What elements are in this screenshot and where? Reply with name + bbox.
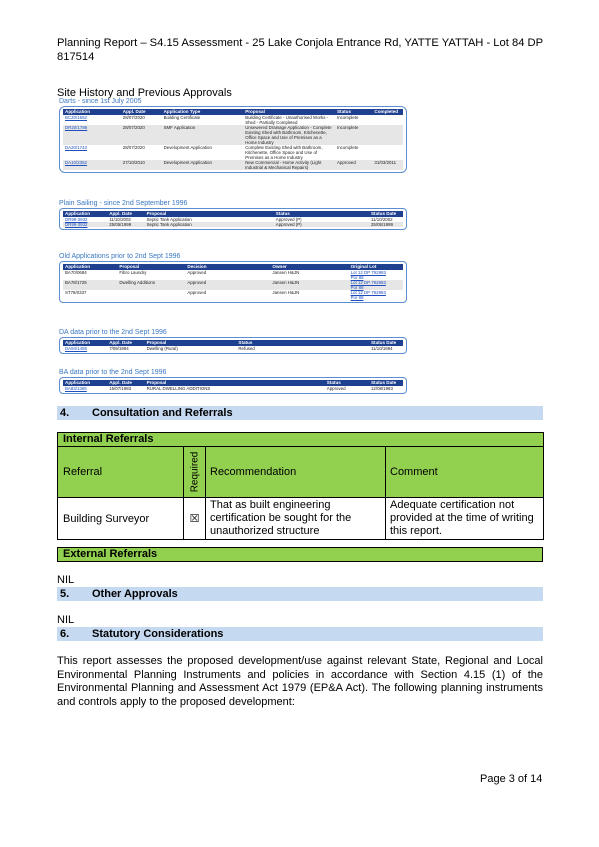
- plain-sailing-cell: Septic Tank Application: [145, 222, 274, 227]
- ba-data-col-header: Status Date: [369, 380, 403, 386]
- old-apps-cell: Jansen H&JN: [272, 270, 300, 275]
- da-data-col-header: Status Date: [369, 340, 403, 346]
- referral-cell: Building Surveyor: [58, 498, 184, 540]
- plain-sailing-title: Plain Sailing - since 2nd September 1996: [59, 200, 188, 207]
- da-data-row: [63, 346, 403, 351]
- plain-sailing-cell: 25/05/1999: [107, 222, 144, 227]
- internal-referrals-table: [57, 432, 544, 540]
- section-6-heading: [57, 627, 543, 641]
- da-data-body: [63, 346, 403, 351]
- darts-cell: 31/03/2011: [372, 160, 403, 170]
- da-data-cell: Refused: [238, 346, 255, 351]
- application-link[interactable]: DR99-3932: [65, 222, 88, 227]
- da-data-table: [63, 340, 403, 351]
- da-data-cell: 11/10/1994: [370, 346, 393, 351]
- ba-data-cell: 12/08/1983: [370, 386, 393, 391]
- darts-row: [63, 160, 403, 170]
- old-applications-block: [59, 252, 407, 303]
- ba-data-cell: RURAL DWELLING ADDITIONS: [146, 386, 211, 391]
- darts-cell: Incomplete: [335, 125, 372, 145]
- required-header-text: Required: [189, 451, 200, 493]
- old-apps-row: [63, 280, 403, 290]
- ba-data-table: [63, 380, 403, 391]
- old-apps-col-header: Decision: [185, 264, 270, 270]
- plain-sailing-body: [63, 217, 403, 227]
- section-4-heading: [57, 406, 543, 420]
- application-link[interactable]: DA94/1455: [65, 346, 87, 351]
- ba-data-row: [63, 386, 403, 391]
- external-referrals-title: External Referrals: [57, 547, 543, 562]
- darts-row: [63, 145, 403, 160]
- darts-cell: 28/07/2020: [122, 145, 145, 150]
- old-apps-cell: BA78/1725: [63, 280, 117, 290]
- original-lot-link[interactable]: Por 88: [350, 275, 364, 280]
- comment-header: Comment: [386, 447, 544, 498]
- original-lot-link[interactable]: Lot 12 DP 792993: [350, 290, 386, 295]
- application-link[interactable]: BC20/1652: [65, 115, 87, 120]
- plain-sailing-col-header: Application: [63, 211, 107, 217]
- darts-cell: Incomplete: [336, 145, 359, 150]
- darts-cell: 28/07/2020: [122, 115, 145, 120]
- old-apps-cell: Approved: [187, 270, 207, 275]
- section-4-title: Consultation and Referrals: [92, 407, 233, 419]
- ba-data-title: BA data prior to the 2nd Sept 1996: [59, 369, 167, 376]
- statutory-paragraph: This report assesses the proposed development/use against relevant State, Regional and Local Environmental Planning Instruments and policies in accordance with Section 4.15 (1) of the Environmental Planning and Assessment Act 1979 (EP&A Act). The following planning instruments and controls apply to the proposed development:: [57, 655, 543, 708]
- section-5-title: Other Approvals: [92, 588, 178, 600]
- old-applications-title: Old Applications prior to 2nd Sept 1996: [59, 253, 181, 260]
- ba-data-cell: 15/07/1983: [109, 386, 132, 391]
- old-apps-row: [63, 290, 403, 300]
- da-data-cell: [63, 346, 107, 351]
- old-applications-table: [63, 264, 403, 300]
- plain-sailing-col-header: Status: [274, 211, 369, 217]
- old-apps-cell: BA70/0684: [65, 270, 87, 275]
- darts-cell: Unsewered Drainage Application - Complete Existing Shed with Bathroom, Kitchenette, Office Space and Use of Premises as a Home Industry: [243, 125, 335, 145]
- da-data-col-header: Application: [63, 340, 107, 346]
- page-number: Page 3 of 14: [480, 773, 543, 785]
- original-lot-link[interactable]: Lot 12 DP 792993: [350, 270, 386, 275]
- plain-sailing-table: [63, 211, 403, 227]
- recommendation-cell: That as built engineering certification be sought for the unauthorized structure: [206, 498, 386, 540]
- plain-sailing-col-header: Proposal: [145, 211, 274, 217]
- da-data-cell: 7/09/1994: [109, 346, 129, 351]
- darts-cell: Development Application: [163, 145, 212, 150]
- da-data-block: [59, 328, 407, 354]
- darts-block: [59, 97, 407, 173]
- application-link[interactable]: BA83/1365: [65, 386, 87, 391]
- external-referrals-value: NIL: [57, 574, 75, 586]
- plain-sailing-row: [63, 222, 403, 227]
- darts-cell: [372, 145, 403, 160]
- application-link[interactable]: DR20/1786: [65, 125, 88, 130]
- darts-cell: Approved: [335, 160, 372, 170]
- ba-data-cell: Approved: [326, 386, 346, 391]
- darts-table: [63, 109, 403, 170]
- site-history-heading: Site History and Previous Approvals: [57, 87, 232, 99]
- ba-data-col-header: Appl. Date: [107, 380, 144, 386]
- plain-sailing-cell: [63, 222, 107, 227]
- original-lot-link[interactable]: Lot 12 DP 792993: [350, 280, 386, 285]
- darts-cell: [63, 145, 121, 160]
- darts-body: [63, 115, 403, 170]
- darts-cell: Building Certificate: [163, 115, 201, 120]
- ba-data-body: [63, 386, 403, 391]
- darts-cell: Building Certificate - Unauthorised Works - Shed - Partially Completed: [245, 115, 329, 125]
- darts-cell: [63, 160, 121, 170]
- old-apps-cell: ST78/0337: [65, 290, 87, 295]
- section-6-number: 6.: [60, 628, 70, 640]
- old-apps-cell: Dwelling Additions: [117, 280, 185, 290]
- ba-data-cell: [63, 386, 107, 391]
- darts-cell: 27/10/2010: [121, 160, 162, 170]
- plain-sailing-cell: 11/10/2002: [370, 217, 393, 222]
- page-header: [57, 36, 557, 64]
- darts-cell: 28/07/2020: [121, 125, 162, 145]
- old-apps-cell: [349, 280, 403, 290]
- plain-sailing-col-header: Appl. Date: [107, 211, 144, 217]
- darts-col-header: Application: [63, 109, 121, 115]
- old-apps-cell: Jansen H&JN: [272, 290, 300, 295]
- plain-sailing-cell: Approved (P): [274, 222, 369, 227]
- required-header: [184, 447, 206, 498]
- application-link[interactable]: DA10/2352: [65, 160, 87, 165]
- old-apps-cell: [349, 270, 403, 280]
- darts-col-header: Appl. Date: [121, 109, 162, 115]
- old-apps-cell: Jansen H&JN: [270, 280, 348, 290]
- old-apps-cell: Approved: [187, 290, 207, 295]
- internal-referrals-title: Internal Referrals: [58, 433, 544, 447]
- darts-cell: [372, 115, 403, 125]
- plain-sailing-block: [59, 199, 407, 230]
- old-apps-cell: [117, 290, 185, 300]
- original-lot-link[interactable]: Por 88: [350, 285, 364, 290]
- darts-cell: Development Application: [162, 160, 244, 170]
- old-apps-cell: Approved: [185, 280, 270, 290]
- darts-cell: [63, 125, 121, 145]
- darts-col-header: Completed: [372, 109, 403, 115]
- plain-sailing-cell: Approved (P): [275, 217, 302, 222]
- old-applications-body: [63, 270, 403, 300]
- ba-data-block: [59, 368, 407, 394]
- old-apps-cell: Fibro Laundry: [119, 270, 147, 275]
- old-apps-col-header: Application: [63, 264, 117, 270]
- darts-col-header: Application Type: [162, 109, 244, 115]
- plain-sailing-col-header: Status Date: [369, 211, 403, 217]
- section-5-heading: [57, 587, 543, 601]
- comment-cell: Adequate certification not provided at the time of writing this report.: [386, 498, 544, 540]
- header-line-2: 817514: [57, 51, 95, 63]
- old-apps-col-header: Owner: [270, 264, 348, 270]
- da-data-cell: Dwelling (Rural): [146, 346, 178, 351]
- plain-sailing-cell: 11/10/2002: [109, 217, 131, 222]
- ba-data-col-header: Proposal: [145, 380, 325, 386]
- section-4-number: 4.: [60, 407, 70, 419]
- darts-cell: New Commercial - Home Activity (Light Industrial & Mechanical Repairs): [243, 160, 335, 170]
- ba-data-col-header: Status: [325, 380, 369, 386]
- darts-cell: Incomplete: [336, 115, 359, 120]
- application-link[interactable]: DR99-3932: [65, 217, 88, 222]
- darts-cell: [372, 125, 403, 145]
- da-data-title: DA data prior to the 2nd Sept 1996: [59, 329, 167, 336]
- old-apps-cell: [349, 290, 403, 300]
- darts-cell: Complete Existing Shed with Bathroom, Kitchenette, Office Space and Use of Premises as a Home Industry: [245, 145, 323, 160]
- darts-cell: SMF Application: [162, 125, 244, 145]
- original-lot-link[interactable]: Por 88: [350, 295, 364, 300]
- section-6-title: Statutory Considerations: [92, 628, 224, 640]
- plain-sailing-cell: 25/05/1999: [369, 222, 403, 227]
- section-5-number: 5.: [60, 588, 70, 600]
- referral-header: Referral: [58, 447, 184, 498]
- darts-col-header: Status: [335, 109, 372, 115]
- da-data-col-header: Proposal: [145, 340, 237, 346]
- recommendation-header: Recommendation: [206, 447, 386, 498]
- old-apps-row: [63, 270, 403, 280]
- darts-row: [63, 115, 403, 125]
- old-apps-col-header: Original Lot: [349, 264, 403, 270]
- darts-cell: [63, 115, 121, 125]
- da-data-col-header: Status: [236, 340, 369, 346]
- da-data-col-header: Appl. Date: [107, 340, 144, 346]
- required-checkbox: ☒: [184, 498, 206, 540]
- other-approvals-value: NIL: [57, 614, 75, 626]
- ba-data-col-header: Application: [63, 380, 107, 386]
- header-line-1: Planning Report – S4.15 Assessment - 25 Lake Conjola Entrance Rd, YATTE YATTAH - Lot 84 DP: [57, 37, 544, 49]
- darts-title: Darts - since 1st July 2005: [59, 98, 142, 105]
- old-apps-col-header: Proposal: [117, 264, 185, 270]
- plain-sailing-cell: Septic Tank Application: [146, 217, 192, 222]
- referral-row: [58, 498, 544, 540]
- application-link[interactable]: DA20/1743: [65, 145, 87, 150]
- darts-col-header: Proposal: [243, 109, 335, 115]
- darts-row: [63, 125, 403, 145]
